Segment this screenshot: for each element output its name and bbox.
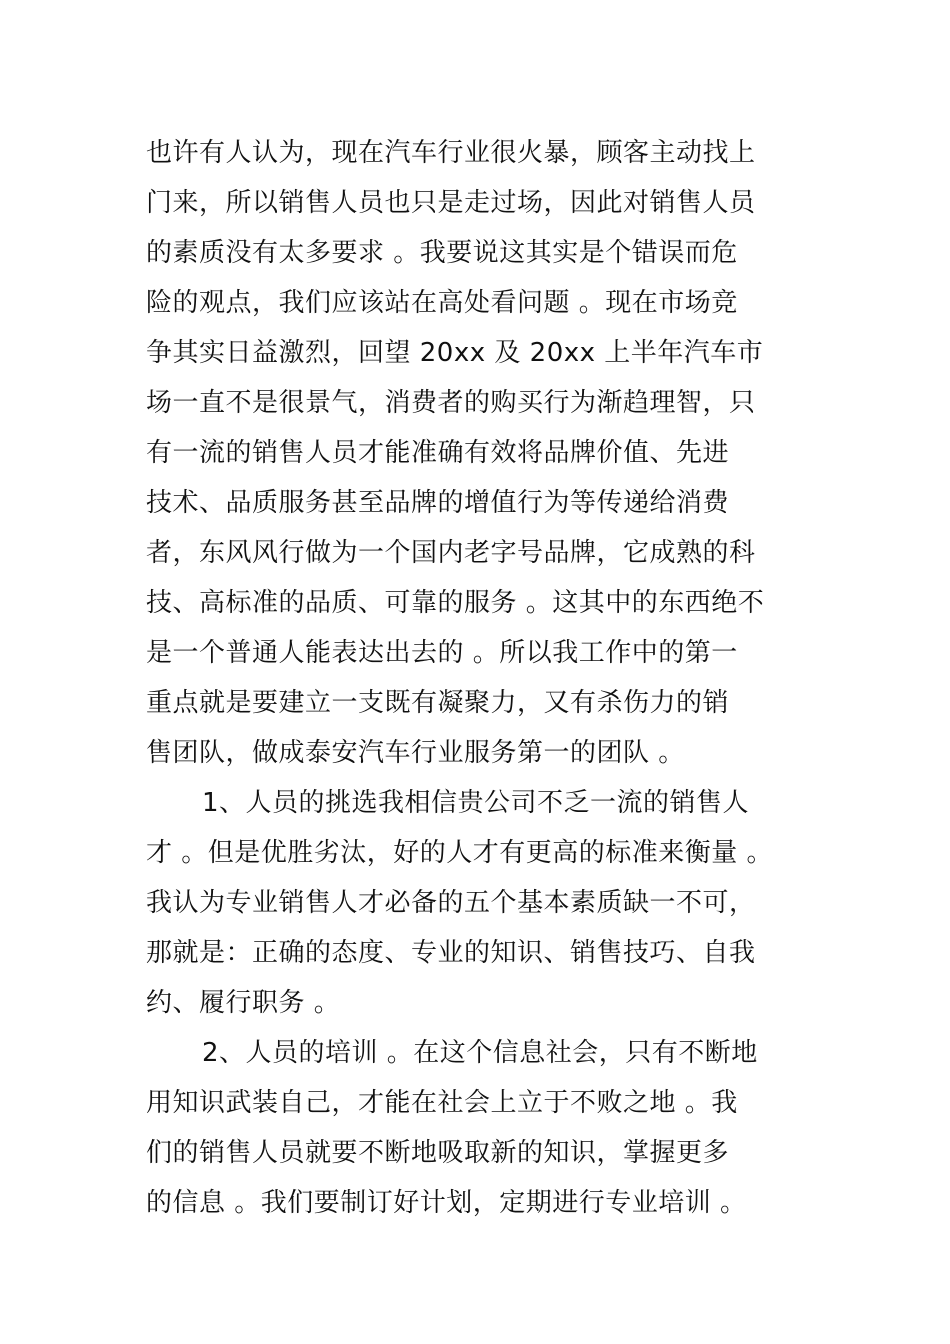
text-line: 重点就是要建立一支既有凝聚力，又有杀伤力的销 — [146, 688, 730, 718]
text-line: 技术、品质服务甚至品牌的增值行为等传递给消费 — [146, 488, 730, 518]
document-body — [146, 128, 806, 1228]
text-line: 约、履行职务 。 — [146, 988, 341, 1018]
text-line: 有一流的销售人员才能准确有效将品牌价值、先进 — [146, 438, 730, 468]
text-line: 争其实日益激烈，回望 20xx 及 20xx 上半年汽车市 — [146, 338, 764, 368]
text-line: 场一直不是很景气，消费者的购买行为渐趋理智，只 — [146, 388, 756, 418]
text-line: 们的销售人员就要不断地吸取新的知识，掌握更多 — [146, 1138, 730, 1168]
text-line: 售团队，做成泰安汽车行业服务第一的团队 。 — [146, 738, 685, 768]
text-line: 我认为专业销售人才必备的五个基本素质缺一不可， — [146, 888, 756, 918]
text-line: 的素质没有太多要求 。我要说这其实是个错误而危 — [146, 238, 738, 268]
text-line: 才 。但是优胜劣汰，好的人才有更高的标准来衡量 。 — [146, 838, 774, 868]
text-line: 门来，所以销售人员也只是走过场，因此对销售人员 — [146, 188, 756, 218]
text-line: 用知识武装自己，才能在社会上立于不败之地 。我 — [146, 1088, 738, 1118]
text-line: 那就是：正确的态度、专业的知识、销售技巧、自我 — [146, 938, 756, 968]
paragraph-1-start: 1、人员的挑选我相信贵公司不乏一流的销售人 — [202, 788, 750, 818]
text-line: 险的观点，我们应该站在高处看问题 。现在市场竞 — [146, 288, 738, 318]
text-line: 也许有人认为，现在汽车行业很火暴，顾客主动找上 — [146, 138, 756, 168]
text-line: 者，东风风行做为一个国内老字号品牌，它成熟的科 — [146, 538, 756, 568]
text-line: 是一个普通人能表达出去的 。所以我工作中的第一 — [146, 638, 738, 668]
text-line: 的信息 。我们要制订好计划，定期进行专业培训 。 — [146, 1188, 747, 1218]
text-line: 技、高标准的品质、可靠的服务 。这其中的东西绝不 — [146, 588, 765, 618]
paragraph-2-start: 2、人员的培训 。在这个信息社会，只有不断地 — [202, 1038, 758, 1068]
